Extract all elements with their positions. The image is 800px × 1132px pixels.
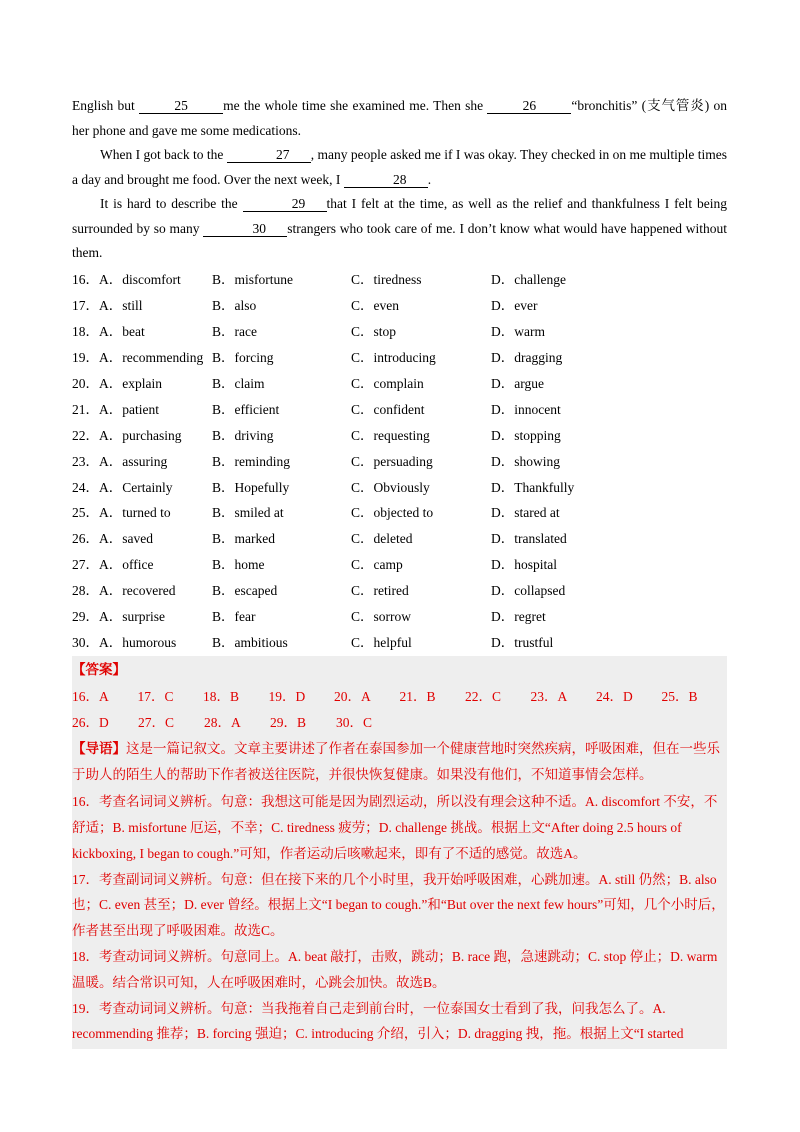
- option-c: C．sorrow: [351, 609, 411, 625]
- question-number: 19．: [72, 350, 99, 366]
- option-row: [72, 395, 727, 421]
- option-a-text: A．still: [99, 298, 143, 314]
- question-number: 17．: [72, 298, 99, 314]
- guide-paragraph: [72, 736, 727, 790]
- guide-label: 【导语】: [72, 740, 126, 757]
- blank-29: 29: [243, 196, 327, 212]
- option-a: [72, 450, 212, 470]
- answer-item: 27．C: [138, 714, 175, 730]
- option-d: D．challenge: [491, 272, 566, 288]
- option-b: B．forcing: [212, 350, 274, 366]
- passage-text: me the whole time she examined me. Then she: [223, 98, 488, 113]
- option-b: B．race: [212, 324, 257, 340]
- option-a: [72, 424, 212, 444]
- option-d: D．Thankfully: [491, 479, 575, 495]
- answer-item: 20．A: [334, 688, 371, 704]
- option-row: [72, 576, 727, 602]
- option-b: B．ambitious: [212, 634, 288, 650]
- option-d: D．warm: [491, 324, 545, 340]
- option-d: D．ever: [491, 298, 538, 314]
- option-a-text: A．beat: [99, 324, 145, 340]
- question-number: 23．: [72, 453, 99, 469]
- option-b: B．driving: [212, 427, 274, 443]
- option-a: [72, 476, 212, 496]
- option-a-text: A．office: [99, 557, 154, 573]
- answer-item: 23．A: [530, 688, 568, 704]
- option-c: C．even: [351, 298, 399, 314]
- option-row: [72, 550, 727, 576]
- question-number: 25．: [72, 505, 99, 521]
- option-c: C．objected to: [351, 505, 434, 521]
- option-b: B．fear: [212, 609, 256, 625]
- option-a: [72, 501, 212, 521]
- passage-paragraph-1: [72, 94, 727, 143]
- document-page: [72, 94, 727, 1049]
- question-number: 22．: [72, 427, 99, 443]
- option-a: [72, 398, 212, 418]
- question-number: 30．: [72, 634, 99, 650]
- answer-item: 18．B: [203, 688, 240, 704]
- answer-item: 22．C: [465, 688, 502, 704]
- option-c: C．complain: [351, 376, 424, 391]
- blank-30: 30: [203, 221, 287, 237]
- option-d: D．trustful: [491, 634, 554, 650]
- question-number: 27．: [72, 557, 99, 573]
- option-b: B．efficient: [212, 401, 280, 417]
- blank-27: 27: [227, 147, 311, 163]
- question-number: 18．: [72, 324, 99, 340]
- option-row: [72, 343, 727, 369]
- option-c: C．introducing: [351, 350, 436, 366]
- passage-text: “bronchitis” (支气管炎) on her phone and gave me some medications.: [72, 98, 727, 138]
- answer-item: 16．A: [72, 688, 109, 704]
- option-a: [72, 605, 212, 625]
- question-number: 20．: [72, 376, 99, 391]
- option-a-text: A．discomfort: [99, 272, 181, 288]
- option-c: C．tiredness: [351, 272, 422, 288]
- answer-item: 21．B: [399, 688, 436, 704]
- answer-row-1: [72, 684, 727, 710]
- option-a: [72, 372, 212, 392]
- option-a-text: A．recovered: [99, 583, 176, 599]
- answer-row-2: [72, 710, 727, 736]
- option-a-text: A．saved: [99, 531, 153, 547]
- option-c: C．stop: [351, 324, 397, 340]
- guide-text: 这是一篇记叙文。文章主要讲述了作者在泰国参加一个健康营地时突然疾病，呼吸困难，但在一些乐于助人的陌生人的帮助下作者被送往医院，并很快恢复健康。如果没有他们，不知道事情会怎样。: [72, 740, 720, 784]
- option-row: [72, 369, 727, 395]
- passage-text: English but: [72, 98, 140, 113]
- option-a: [72, 346, 212, 366]
- option-a: [72, 527, 212, 547]
- option-a: [72, 579, 212, 599]
- answer-section: [72, 656, 727, 1049]
- option-a-text: A．Certainly: [99, 479, 173, 495]
- option-row: [72, 499, 727, 525]
- option-c: C．confident: [351, 401, 425, 417]
- option-b: B．smiled at: [212, 505, 284, 521]
- passage-text: When I got back to the: [100, 147, 227, 162]
- option-row: [72, 602, 727, 628]
- option-b: B．marked: [212, 531, 275, 547]
- option-b: B．escaped: [212, 583, 278, 599]
- question-number: 24．: [72, 479, 99, 495]
- passage-text: It is hard to describe the: [100, 196, 243, 211]
- option-row: [72, 473, 727, 499]
- answer-item: 24．D: [596, 688, 633, 704]
- option-d: D．stopping: [491, 427, 561, 443]
- option-row: [72, 291, 727, 317]
- explanation-19: 19．考查动词词义辨析。句意：当我拖着自己走到前台时，一位泰国女士看到了我，问我怎么了。A. recommending 推荐；B. forcing 强迫；C. introducing 介绍，引入；D. dragging 拽，拖。根据上文“I started: [72, 1000, 684, 1042]
- option-row: [72, 317, 727, 343]
- option-a: [72, 268, 212, 288]
- option-row: [72, 421, 727, 447]
- passage-text: .: [427, 171, 432, 187]
- option-d: D．showing: [491, 453, 561, 469]
- question-number: 28．: [72, 583, 99, 599]
- option-a: [72, 320, 212, 340]
- question-number: 26．: [72, 531, 99, 547]
- option-d: D．dragging: [491, 350, 563, 366]
- option-d: D．stared at: [491, 505, 560, 521]
- answer-label: 【答案】: [72, 661, 126, 678]
- blank-26: 26: [487, 98, 571, 114]
- option-row: [72, 447, 727, 473]
- answer-item: 19．D: [268, 688, 306, 704]
- option-a-text: A．explain: [99, 376, 162, 391]
- option-a-text: A．surprise: [99, 609, 165, 625]
- passage-text: strangers who took care of me. I don’t know what would have happened without them.: [72, 220, 727, 260]
- option-c: C．Obviously: [351, 479, 430, 495]
- blank-28: 28: [344, 172, 428, 188]
- answer-item: 25．B: [661, 688, 698, 704]
- passage-paragraph-2: [72, 143, 727, 192]
- answer-item: 17．C: [137, 688, 174, 704]
- option-row: [72, 266, 727, 292]
- passage-text: that I felt at the time, as well as the relief and thankfulness I felt being surrounded by so many: [72, 196, 727, 236]
- question-number: 21．: [72, 401, 99, 417]
- option-a-text: A．assuring: [99, 453, 168, 469]
- option-row: [72, 628, 727, 654]
- passage-text: , many people asked me if I was okay. They checked in on me multiple times a day and brought me food. Over the next week, I: [72, 147, 727, 187]
- answer-item: 26．D: [72, 714, 109, 730]
- option-d: D．innocent: [491, 401, 561, 417]
- blank-25: 25: [139, 98, 223, 114]
- option-d: D．translated: [491, 531, 567, 547]
- option-c: C．requesting: [351, 427, 430, 443]
- option-row: [72, 524, 727, 550]
- question-number: 29．: [72, 609, 99, 625]
- option-d: D．collapsed: [491, 583, 566, 599]
- answer-item: 30．C: [336, 714, 373, 730]
- option-a: [72, 631, 212, 651]
- option-b: B．Hopefully: [212, 479, 290, 495]
- passage-paragraph-3: [72, 192, 727, 266]
- option-b: B．misfortune: [212, 272, 293, 288]
- option-c: C．helpful: [351, 634, 412, 650]
- explanation-16: 16．考查名词词义辨析。句意：我想这可能是因为剧烈运动，所以没有理会这种不适。A. discomfort 不安，不舒适；B. misfortune 厄运，不幸；C. tiredness 疲劳；D. challenge 挑战。根据上文“After doing 2.5 hours of kickboxing, I began to cough.”可知，作者运动后咳嗽起来，即有了不适的感觉。故选A。: [72, 794, 718, 861]
- answer-item: 29．B: [270, 714, 307, 730]
- option-a: [72, 553, 212, 573]
- option-d: D．argue: [491, 376, 544, 391]
- option-c: C．persuading: [351, 453, 433, 469]
- question-number: 16．: [72, 272, 99, 288]
- option-a-text: A．patient: [99, 401, 159, 417]
- option-a-text: A．recommending: [99, 350, 204, 366]
- option-a-text: A．purchasing: [99, 427, 182, 443]
- option-c: C．retired: [351, 583, 409, 599]
- option-b: B．home: [212, 557, 265, 573]
- option-c: C．camp: [351, 557, 403, 573]
- answer-item: 28．A: [204, 714, 241, 730]
- option-a-text: A．turned to: [99, 505, 171, 521]
- option-b: B．reminding: [212, 453, 290, 469]
- explanation-18: 18．考查动词词义辨析。句意同上。A. beat 敲打，击败，跳动；B. race 跑，急速跳动；C. stop 停止；D. warm 温暖。结合常识可知，人在呼吸困难时，心跳会加快。故选B。: [72, 949, 718, 990]
- option-c: C．deleted: [351, 531, 413, 547]
- option-b: B．claim: [212, 376, 265, 391]
- options-list: [72, 266, 727, 654]
- option-d: D．hospital: [491, 557, 557, 573]
- option-d: D．regret: [491, 609, 546, 625]
- option-a: [72, 294, 212, 314]
- option-b: B．also: [212, 298, 257, 314]
- explanation-17: 17．考查副词词义辨析。句意：但在接下来的几个小时里，我开始呼吸困难，心跳加速。A. still 仍然；B. also 也；C. even 甚至；D. ever 曾经。根据上文“I began to cough.”和“But over the next few hours”可知，几个小时后，作者甚至出现了呼吸困难。故选C。: [72, 871, 725, 939]
- option-a-text: A．humorous: [99, 634, 177, 650]
